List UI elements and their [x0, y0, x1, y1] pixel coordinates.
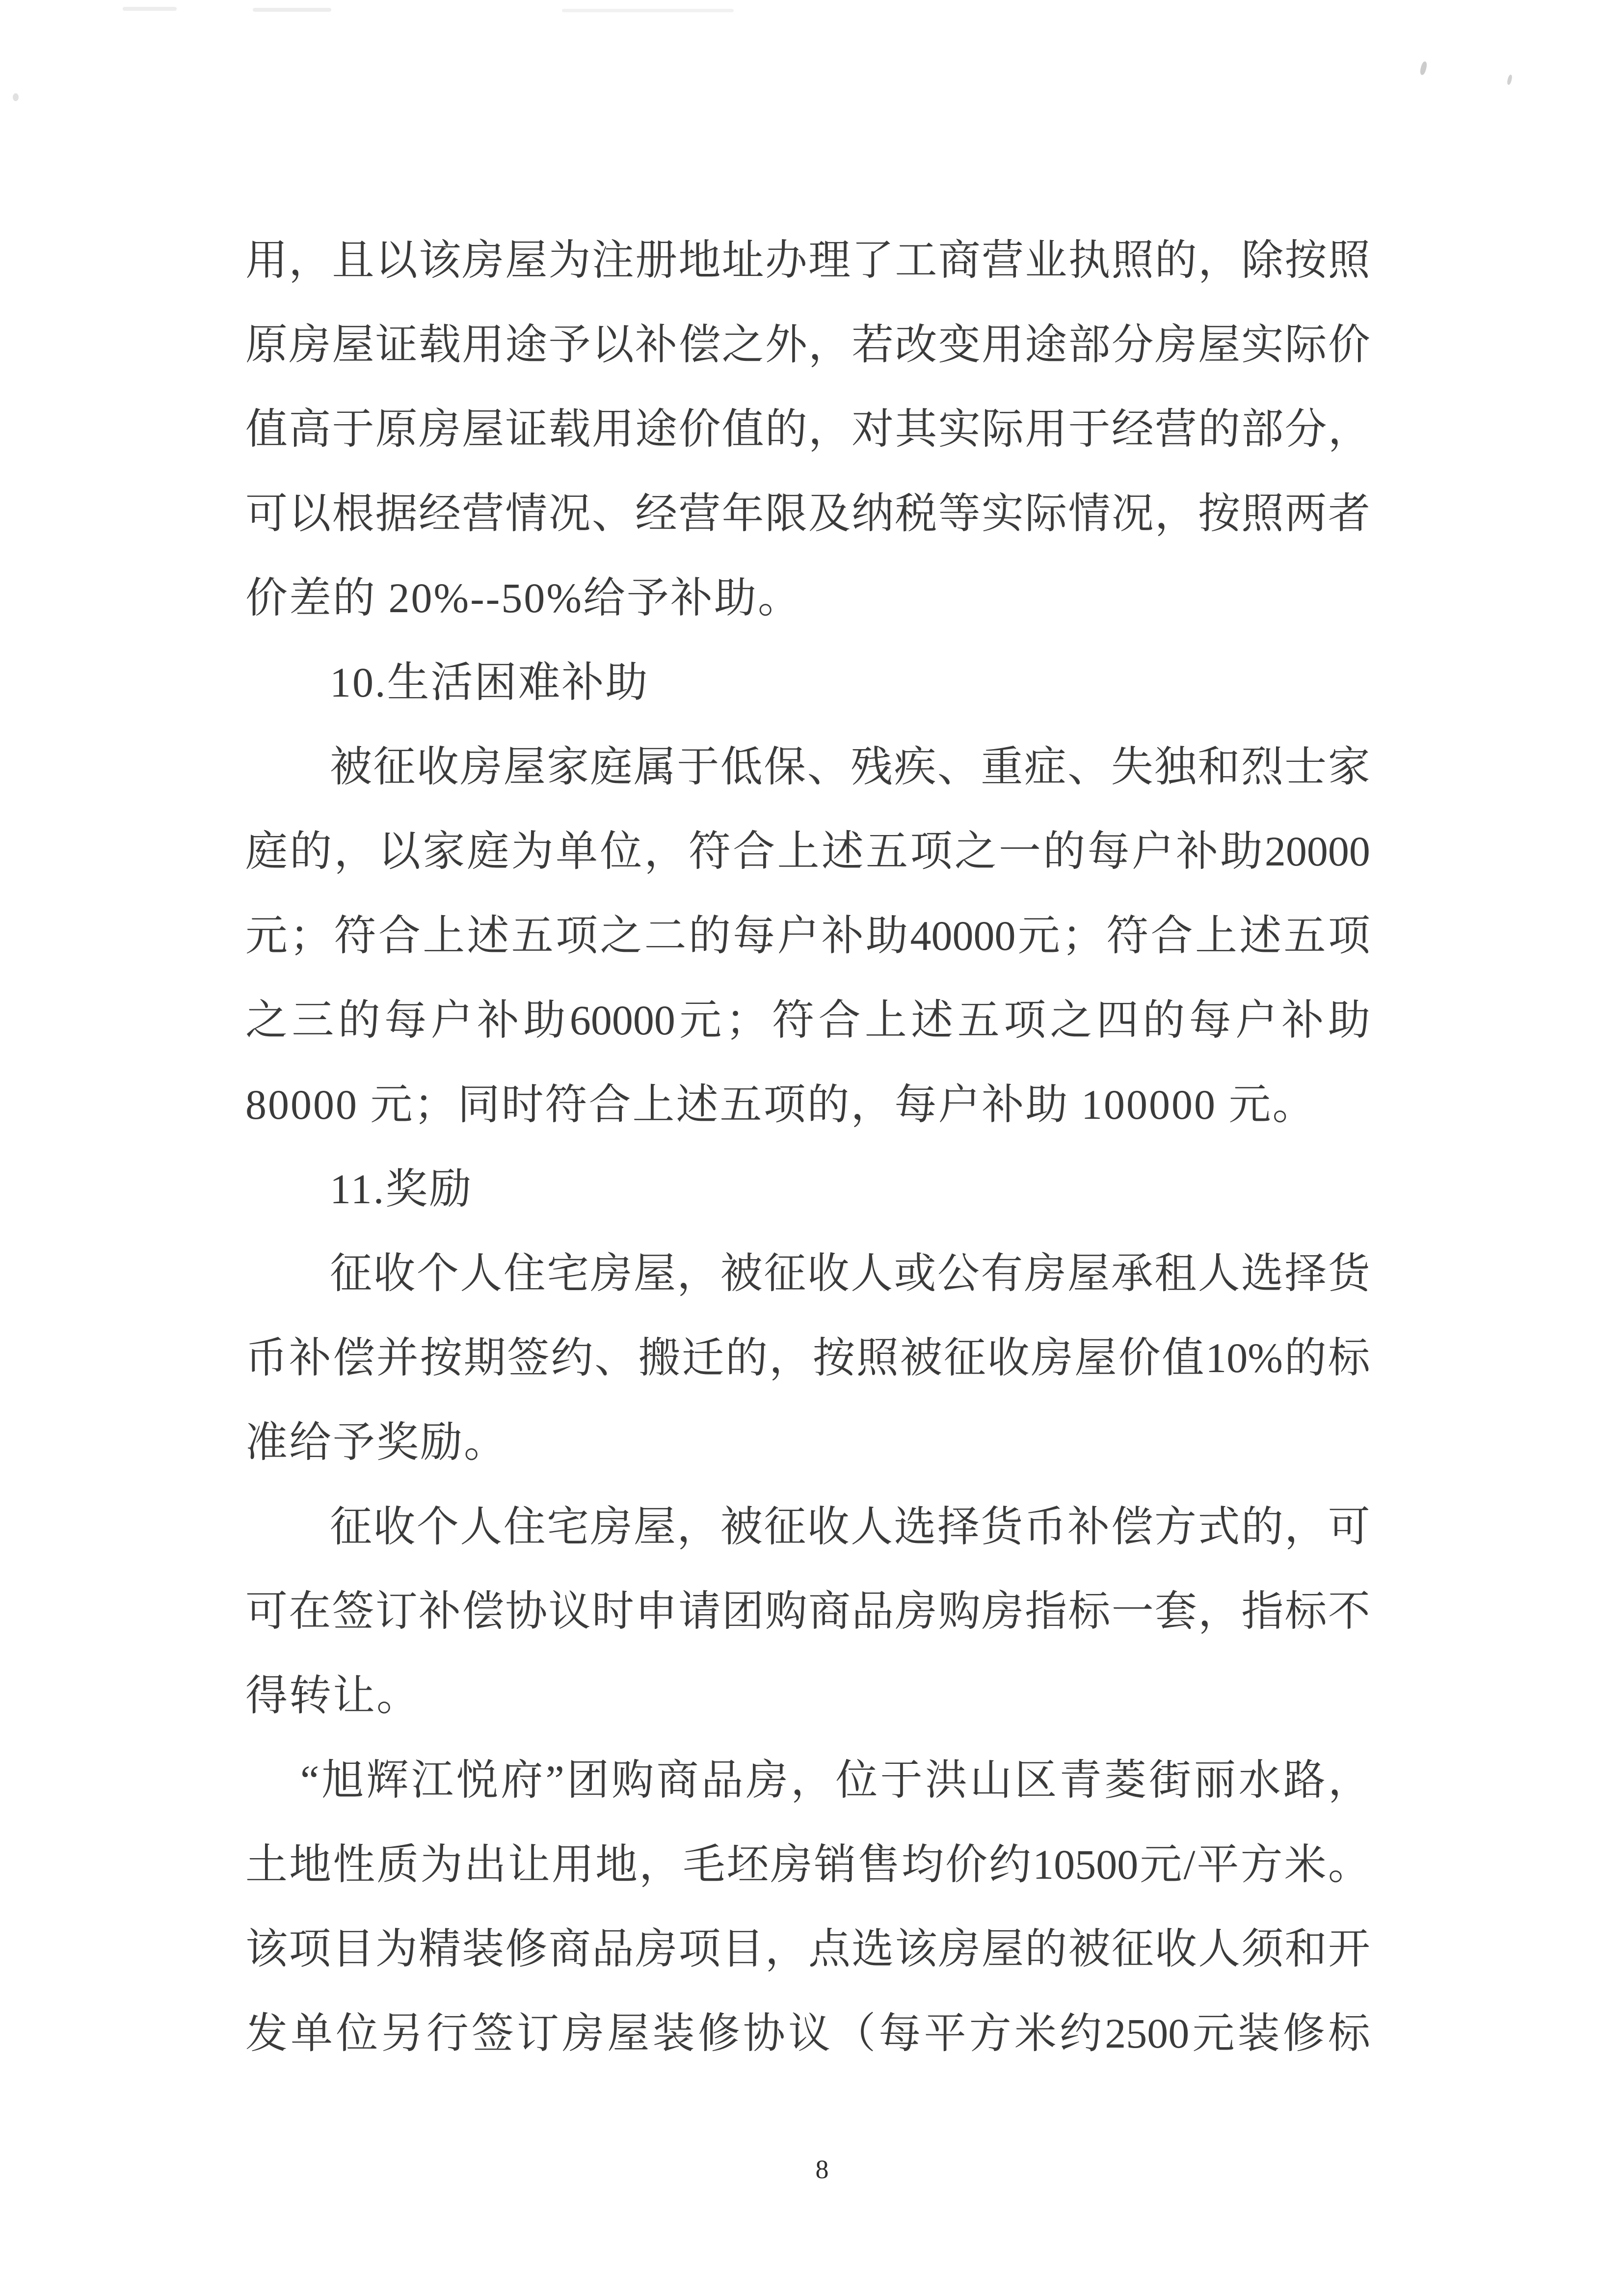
text-line: 80000 元；同时符合上述五项的，每户补助 100000 元。: [245, 1081, 1316, 1128]
text-line: 准给予奖励。: [245, 1419, 507, 1466]
text-line: 发 单 位 另 行 签 订 房 屋 装 修 协 议 （ 每 平 方 米 约 2500 元 装 修 标: [245, 2010, 1370, 2057]
text-line: 元 ； 符 合 上 述 五 项 之 二 的 每 户 补 助 40000 元 ； 符 合 上 述 五 项: [245, 912, 1370, 959]
document-body: [245, 218, 1370, 2076]
text-line: 用 ， 且 以 该 房 屋 为 注 册 地 址 办 理 了 工 商 营 业 执 照 的 ， 除 按 照: [245, 237, 1370, 284]
text-line: 被 征 收 房 屋 家 庭 属 于 低 保 、 残 疾 、 重 症 、 失 独 和 烈 士 家: [330, 743, 1370, 790]
scan-artifact: [123, 7, 177, 11]
text-line: 原 房 屋 证 载 用 途 予 以 补 偿 之 外 ， 若 改 变 用 途 部 分 房 屋 实 际 价: [245, 321, 1370, 368]
text-line: 值 高 于 原 房 屋 证 载 用 途 价 值 的 ， 对 其 实 际 用 于 经 营 的 部 分 ，: [245, 405, 1370, 453]
text-line: 11.奖励: [330, 1165, 473, 1213]
text-line: 庭 的 ， 以 家 庭 为 单 位 ， 符 合 上 述 五 项 之 一 的 每 户 补 助 20000: [245, 828, 1370, 875]
scan-artifact: [13, 93, 19, 101]
text-line: 可 在 签 订 补 偿 协 议 时 申 请 团 购 商 品 房 购 房 指 标 一 套 ， 指 标 不: [245, 1588, 1370, 1635]
scan-artifact: [1419, 61, 1428, 76]
text-line: 价差的 20%--50%给予补助。: [245, 574, 802, 621]
text-line: 土 地 性 质 为 出 让 用 地 ， 毛 坯 房 销 售 均 价 约 10500 元 / 平 方 米 。: [245, 1841, 1370, 1888]
page-number: 8: [815, 2155, 829, 2184]
scan-artifact: [562, 9, 734, 12]
text-line: 征 收 个 人 住 宅 房 屋 ， 被 征 收 人 或 公 有 房 屋 承 租 人 选 择 货: [330, 1250, 1370, 1297]
text-line: 该 项 目 为 精 装 修 商 品 房 项 目 ， 点 选 该 房 屋 的 被 征 收 人 须 和 开: [245, 1925, 1370, 1972]
scan-artifact: [1507, 74, 1513, 85]
text-line: 得转让。: [245, 1672, 420, 1719]
text-line: 10.生活困难补助: [330, 659, 649, 706]
scan-artifact: [253, 8, 331, 12]
text-line: 征 收 个 人 住 宅 房 屋 ， 被 征 收 人 选 择 货 币 补 偿 方 式 的 ， 可: [330, 1503, 1370, 1550]
text-line: 可 以 根 据 经 营 情 况 、 经 营 年 限 及 纳 税 等 实 际 情 况 ， 按 照 两 者: [245, 490, 1370, 537]
text-line: 币 补 偿 并 按 期 签 约 、 搬 迁 的 ， 按 照 被 征 收 房 屋 价 值 10% 的 标: [245, 1334, 1370, 1381]
text-line: 之 三 的 每 户 补 助 60000 元 ； 符 合 上 述 五 项 之 四 的 每 户 补 助: [245, 997, 1370, 1044]
text-line: “ 旭 辉 江 悦 府 ” 团 购 商 品 房 ， 位 于 洪 山 区 青 菱 街 丽 水 路 ，: [300, 1756, 1370, 1804]
